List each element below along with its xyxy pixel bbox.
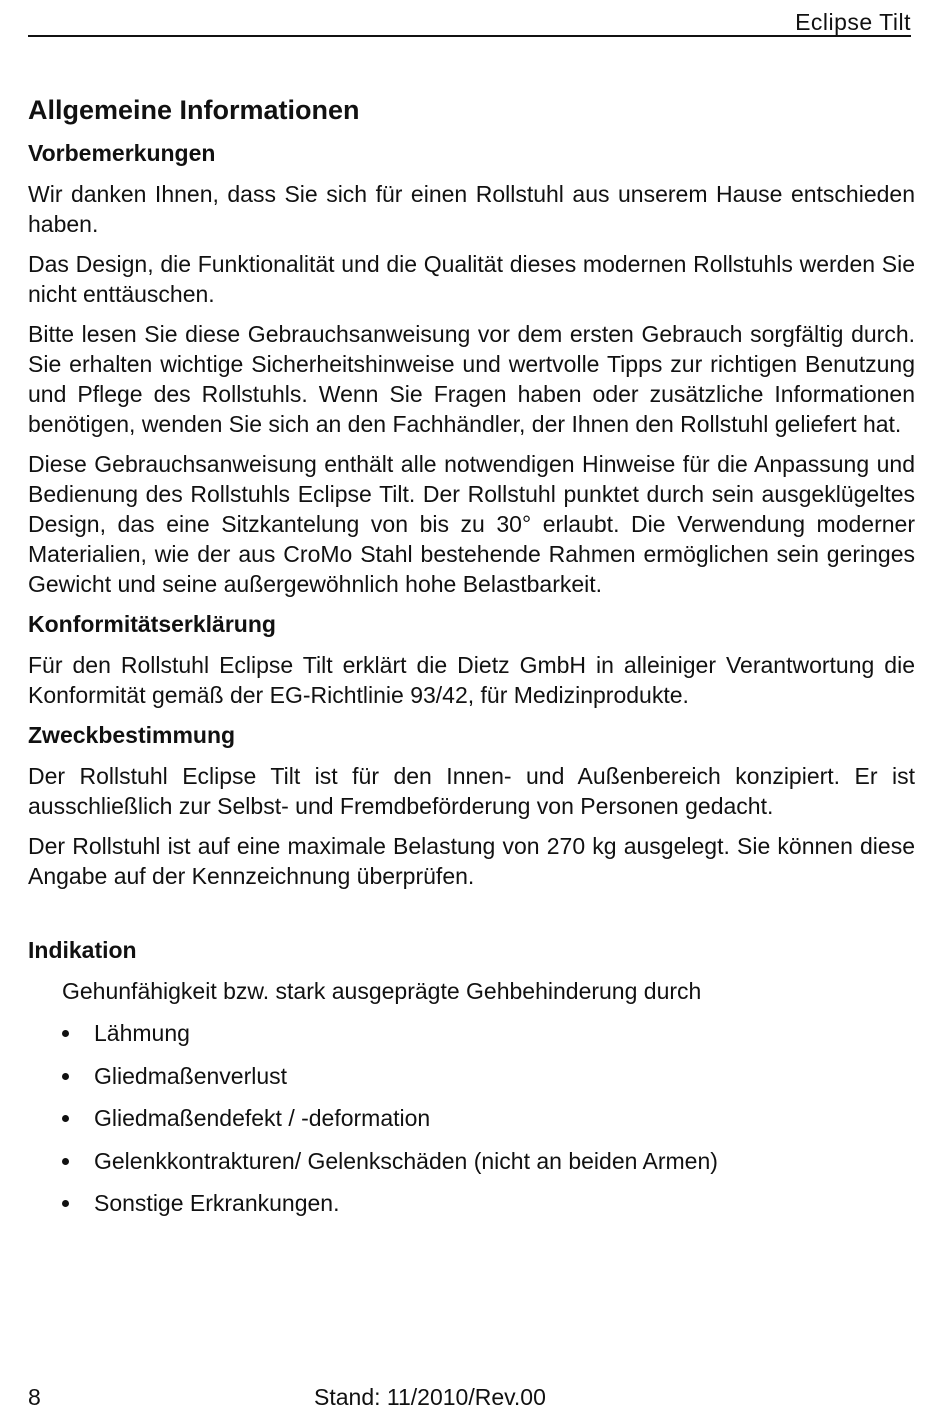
paragraph-manual-contents: Diese Gebrauchsanweisung enthält alle notwendigen Hinweise für die Anpassung und Bedienung des Rollstuhls Eclipse Tilt. Der Rollstuhl punktet durch sein ausgeklügeltes Design, das eine Sitzkantelung von bis zu 30° erlaubt. Die Verwendung moderner Materialien, wie der aus CroMo Stahl bestehende Rahmen ermöglichen sein geringes Gewicht und seine außergewöhnlich hohe Belastbarkeit. [28, 451, 915, 597]
list-item-label: Lähmung [94, 1020, 190, 1046]
heading-indikation: Indikation [28, 937, 137, 963]
list-item-label: Sonstige Erkrankungen. [94, 1190, 340, 1216]
bullet-icon [62, 1073, 69, 1080]
section-title: Allgemeine Informationen [28, 95, 360, 125]
heading-zweckbestimmung: Zweckbestimmung [28, 722, 236, 748]
bullet-icon [62, 1158, 69, 1165]
list-item-label: Gliedmaßendefekt / -deformation [94, 1105, 431, 1131]
bullet-icon [62, 1200, 69, 1207]
paragraph-read-manual: Bitte lesen Sie diese Gebrauchsanweisung vor dem ersten Gebrauch sorgfältig durch. Sie erhalten wichtige Sicherheitshinweise und wertvolle Tipps zur richtigen Benutzung und Pflege des Rollstuhls. Wenn Sie Fragen haben oder zusätzliche Informationen benötigen, wenden Sie sich an den Fachhändler, der Ihnen den Rollstuhl geliefert hat. [28, 321, 915, 437]
page-number: 8 [28, 1384, 41, 1410]
header-divider [28, 35, 911, 37]
page-content [28, 92, 915, 1231]
bullet-icon [62, 1030, 69, 1037]
heading-vorbemerkungen: Vorbemerkungen [28, 140, 216, 166]
list-item [28, 1061, 915, 1091]
list-item [28, 1018, 915, 1048]
heading-konformitaet: Konformitätserklärung [28, 611, 276, 637]
paragraph-thanks: Wir danken Ihnen, dass Sie sich für einen Rollstuhl aus unserem Hause entschieden haben. [28, 181, 915, 237]
list-item-label: Gelenkkontrakturen/ Gelenkschäden (nicht an beiden Armen) [94, 1147, 718, 1174]
header-title: Eclipse Tilt [795, 9, 911, 35]
paragraph-usage: Der Rollstuhl Eclipse Tilt ist für den Innen- und Außenbereich konzipiert. Er ist ausschließlich zur Selbst- und Fremdbeförderung von Personen gedacht. [28, 763, 915, 819]
indikation-list [28, 1018, 915, 1218]
list-item [28, 1188, 915, 1218]
list-item-label: Gliedmaßenverlust [94, 1062, 288, 1089]
paragraph-design: Das Design, die Funktionalität und die Qualität dieses modernen Rollstuhls werden Sie nicht enttäuschen. [28, 251, 915, 307]
revision-stamp: Stand: 11/2010/Rev.00 [314, 1384, 546, 1410]
list-item [28, 1103, 915, 1133]
list-item [28, 1146, 915, 1176]
paragraph-max-load: Der Rollstuhl ist auf eine maximale Belastung von 270 kg ausgelegt. Sie können diese Angabe auf der Kennzeichnung überprüfen. [28, 833, 915, 889]
bullet-icon [62, 1115, 69, 1122]
paragraph-konformitaet: Für den Rollstuhl Eclipse Tilt erklärt die Dietz GmbH in alleiniger Verantwortung die Konformität gemäß der EG-Richtlinie 93/42, für Medizinprodukte. [28, 652, 915, 708]
indikation-intro: Gehunfähigkeit bzw. stark ausgeprägte Gehbehinderung durch [62, 978, 702, 1004]
